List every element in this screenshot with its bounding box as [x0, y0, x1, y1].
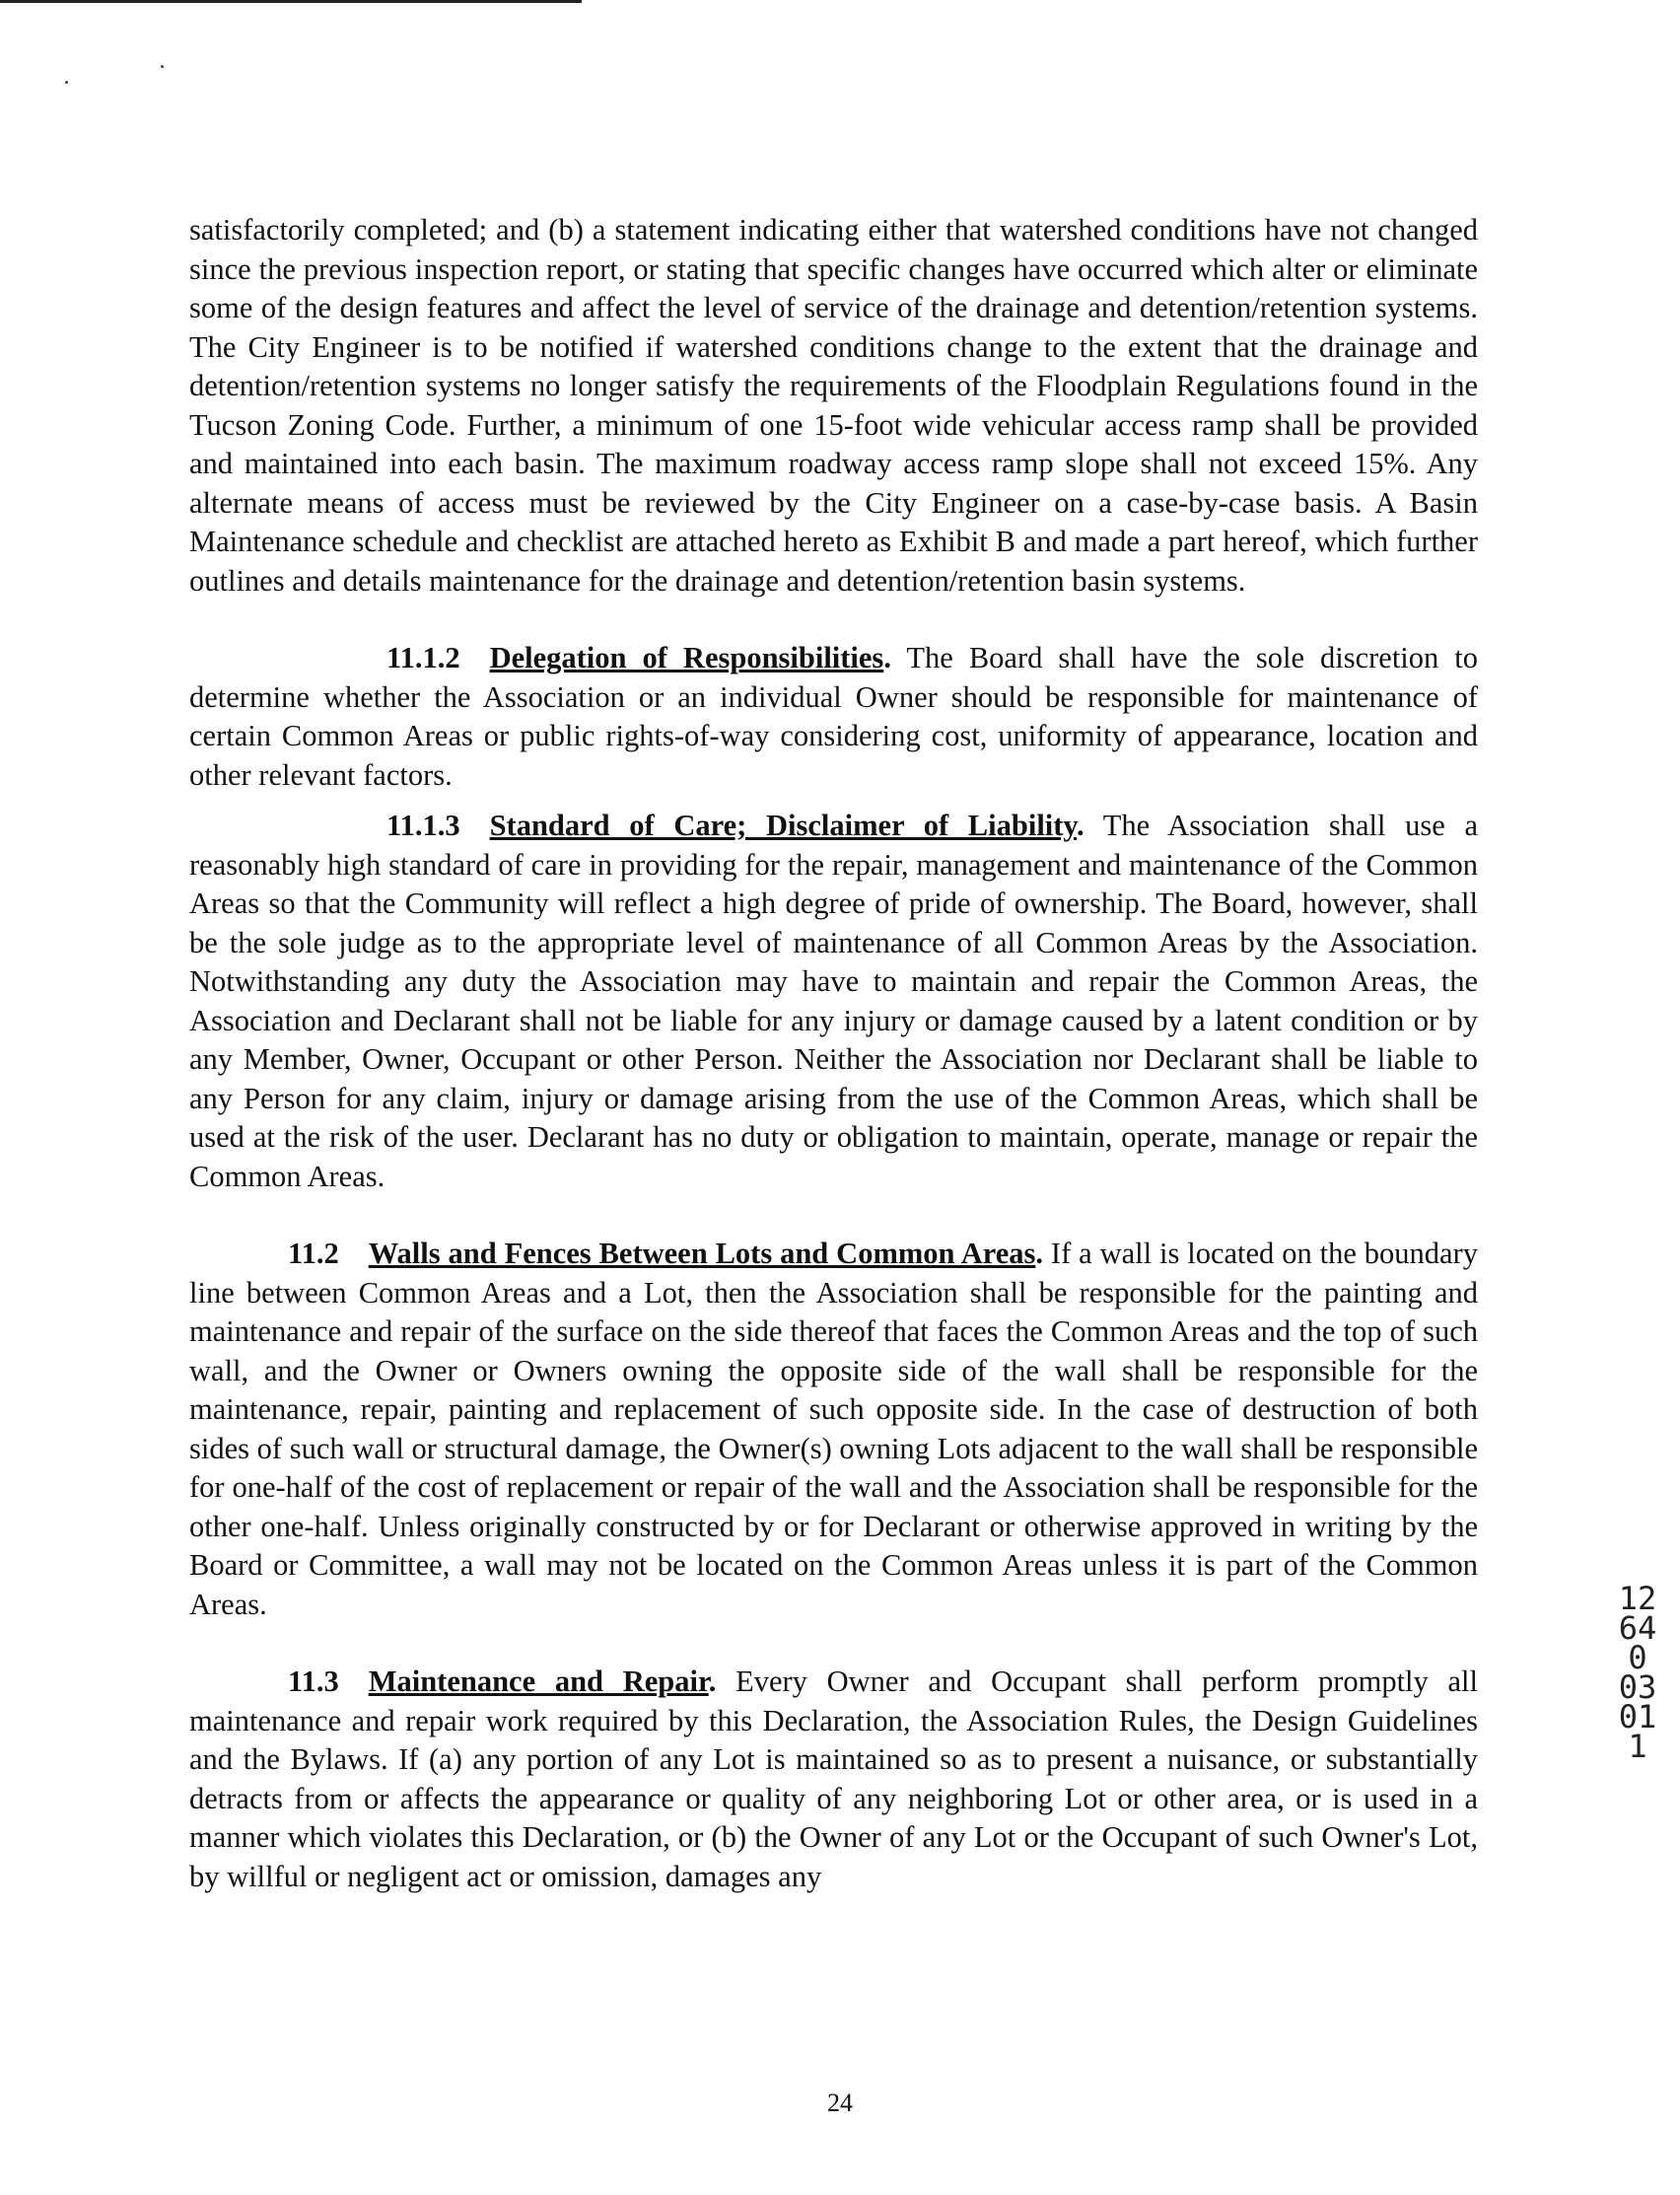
continuation-paragraph: satisfactorily completed; and (b) a statement indicating either that watershed conditions have not changed since the previous inspection report, or stating that specific changes have occurred which alter or eliminate some of the design features and affect the level of service of the drainage and detention/retention systems. The City Engineer is to be notified if watershed conditions change to the extent that the drainage and detention/retention systems no longer satisfy the requirements of the Floodplain Regulations found in the Tucson Zoning Code. Further, a minimum of one 15-foot wide vehicular access ramp shall be provided and maintained into each basin. The maximum roadway access ramp slope shall not exceed 15%. Any alternate means of access must be reviewed by the City Engineer on a case-by-case basis. A Basin Maintenance schedule and checklist are attached hereto as Exhibit B and made a part hereof, which further outlines and details maintenance for the drainage and detention/retention basin systems. [189, 213, 1478, 598]
section-number: 11.1.2 [386, 641, 460, 674]
section-body: The Association shall use a reasonably high standard of care in providing for the repair, management and maintenance of the Common Areas so that the Community will reflect a high degree of pride of ownership. The Board, however, shall be the sole judge as to the appropriate level of maintenance of all Common Areas by the Association. Notwithstanding any duty the Association may have to maintain and repair the Common Areas, the Association and Declarant shall not be liable for any injury or damage caused by a latent condition or by any Member, Owner, Occupant or other Person. Neither the Association nor Declarant shall be liable to any Person for any claim, injury or damage arising from the use of the Common Areas, which shall be used at the risk of the user. Declarant has no duty or obligation to maintain, operate, manage or repair the Common Areas. [189, 809, 1479, 1193]
section-11-1-3: 11.1.3 Standard of Care; Disclaimer of Liability. The Association shall use a reasonably high standard of care in providing for the repair, management and maintenance of the Common Areas so that the Community will reflect a high degree of pride of ownership. The Board, however, shall be the sole judge as to the appropriate level of maintenance of all Common Areas by the Association. Notwithstanding any duty the Association may have to maintain and repair the Common Areas, the Association and Declarant shall not be liable for any injury or damage caused by a latent condition or by any Member, Owner, Occupant or other Person. Neither the Association nor Declarant shall be liable to any Person for any claim, injury or damage arising from the use of the Common Areas, which shall be used at the risk of the user. Declarant has no duty or obligation to maintain, operate, manage or repair the Common Areas. [189, 809, 1479, 1193]
section-heading: Maintenance and Repair [368, 1664, 709, 1698]
section-body: If a wall is located on the boundary line between Common Areas and a Lot, then the Association shall be responsible for the painting and maintenance and repair of the surface on the side thereof that faces the Common Areas and the top of such wall, and the Owner or Owners owning the opposite side of the wall shall be responsible for the maintenance, repair, painting and replacement of such opposite side. In the case of destruction of both sides of such wall or structural damage, the Owner(s) owning Lots adjacent to the wall shall be responsible for one-half of the cost of replacement or repair of the wall and the Association shall be responsible for the other one-half. Unless originally constructed by or for Declarant or otherwise approved in writing by the Board or Committee, a wall may not be located on the Common Areas unless it is part of the Common Areas. [189, 1237, 1478, 1621]
section-11-3: 11.3 Maintenance and Repair. Every Owner and Occupant shall perform promptly all maintenance and repair work required by this Declaration, the Association Rules, the Design Guidelines and the Bylaws. If (a) any portion of any Lot is maintained so as to present a nuisance, or substantially detracts from or affects the appearance or quality of any neighboring Lot or other area, or is used in a manner which violates this Declaration, or (b) the Owner of any Lot or the Occupant of such Owner's Lot, by willful or negligent act or omission, damages any [189, 1664, 1478, 1893]
scan-speck [65, 81, 68, 84]
section-body: Every Owner and Occupant shall perform promptly all maintenance and repair work required by this Declaration, the Association Rules, the Design Guidelines and the Bylaws. If (a) any portion of any Lot is maintained so as to present a nuisance, or substantially detracts from or affects the appearance or quality of any neighboring Lot or other area, or is used in a manner which violates this Declaration, or (b) the Owner of any Lot or the Occupant of such Owner's Lot, by willful or negligent act or omission, damages any [189, 1664, 1478, 1893]
recording-stamp: 12640 03011 [1618, 1580, 1666, 1765]
section-heading: Standard of Care; Disclaimer of Liability [489, 809, 1077, 842]
scan-speck [161, 65, 164, 68]
section-body: The Board shall have the sole discretion to determine whether the Association or an individual Owner should be responsible for maintenance of certain Common Areas or public rights-of-way considering cost, uniformity of appearance, location and other relevant factors. [189, 641, 1478, 792]
section-number: 11.1.3 [386, 809, 460, 842]
section-heading: Walls and Fences Between Lots and Common Areas [368, 1237, 1036, 1270]
section-number: 11.2 [288, 1237, 339, 1270]
scan-top-rule [0, 0, 582, 3]
section-number: 11.3 [288, 1664, 339, 1698]
section-11-1-2: 11.1.2 Delegation of Responsibilities. The Board shall have the sole discretion to determine whether the Association or an individual Owner should be responsible for maintenance of certain Common Areas or public rights-of-way considering cost, uniformity of appearance, location and other relevant factors. [189, 641, 1478, 792]
page-number: 24 [827, 2089, 853, 2117]
section-heading: Delegation of Responsibilities [489, 641, 884, 674]
section-11-2: 11.2 Walls and Fences Between Lots and Common Areas. If a wall is located on the boundary line between Common Areas and a Lot, then the Association shall be responsible for the painting and maintenance and repair of the surface on the side thereof that faces the Common Areas and the top of such wall, and the Owner or Owners owning the opposite side of the wall shall be responsible for the maintenance, repair, painting and replacement of such opposite side. In the case of destruction of both sides of such wall or structural damage, the Owner(s) owning Lots adjacent to the wall shall be responsible for one-half of the cost of replacement or repair of the wall and the Association shall be responsible for the other one-half. Unless originally constructed by or for Declarant or otherwise approved in writing by the Board or Committee, a wall may not be located on the Common Areas unless it is part of the Common Areas. [189, 1237, 1478, 1621]
document-body [189, 211, 1478, 1896]
